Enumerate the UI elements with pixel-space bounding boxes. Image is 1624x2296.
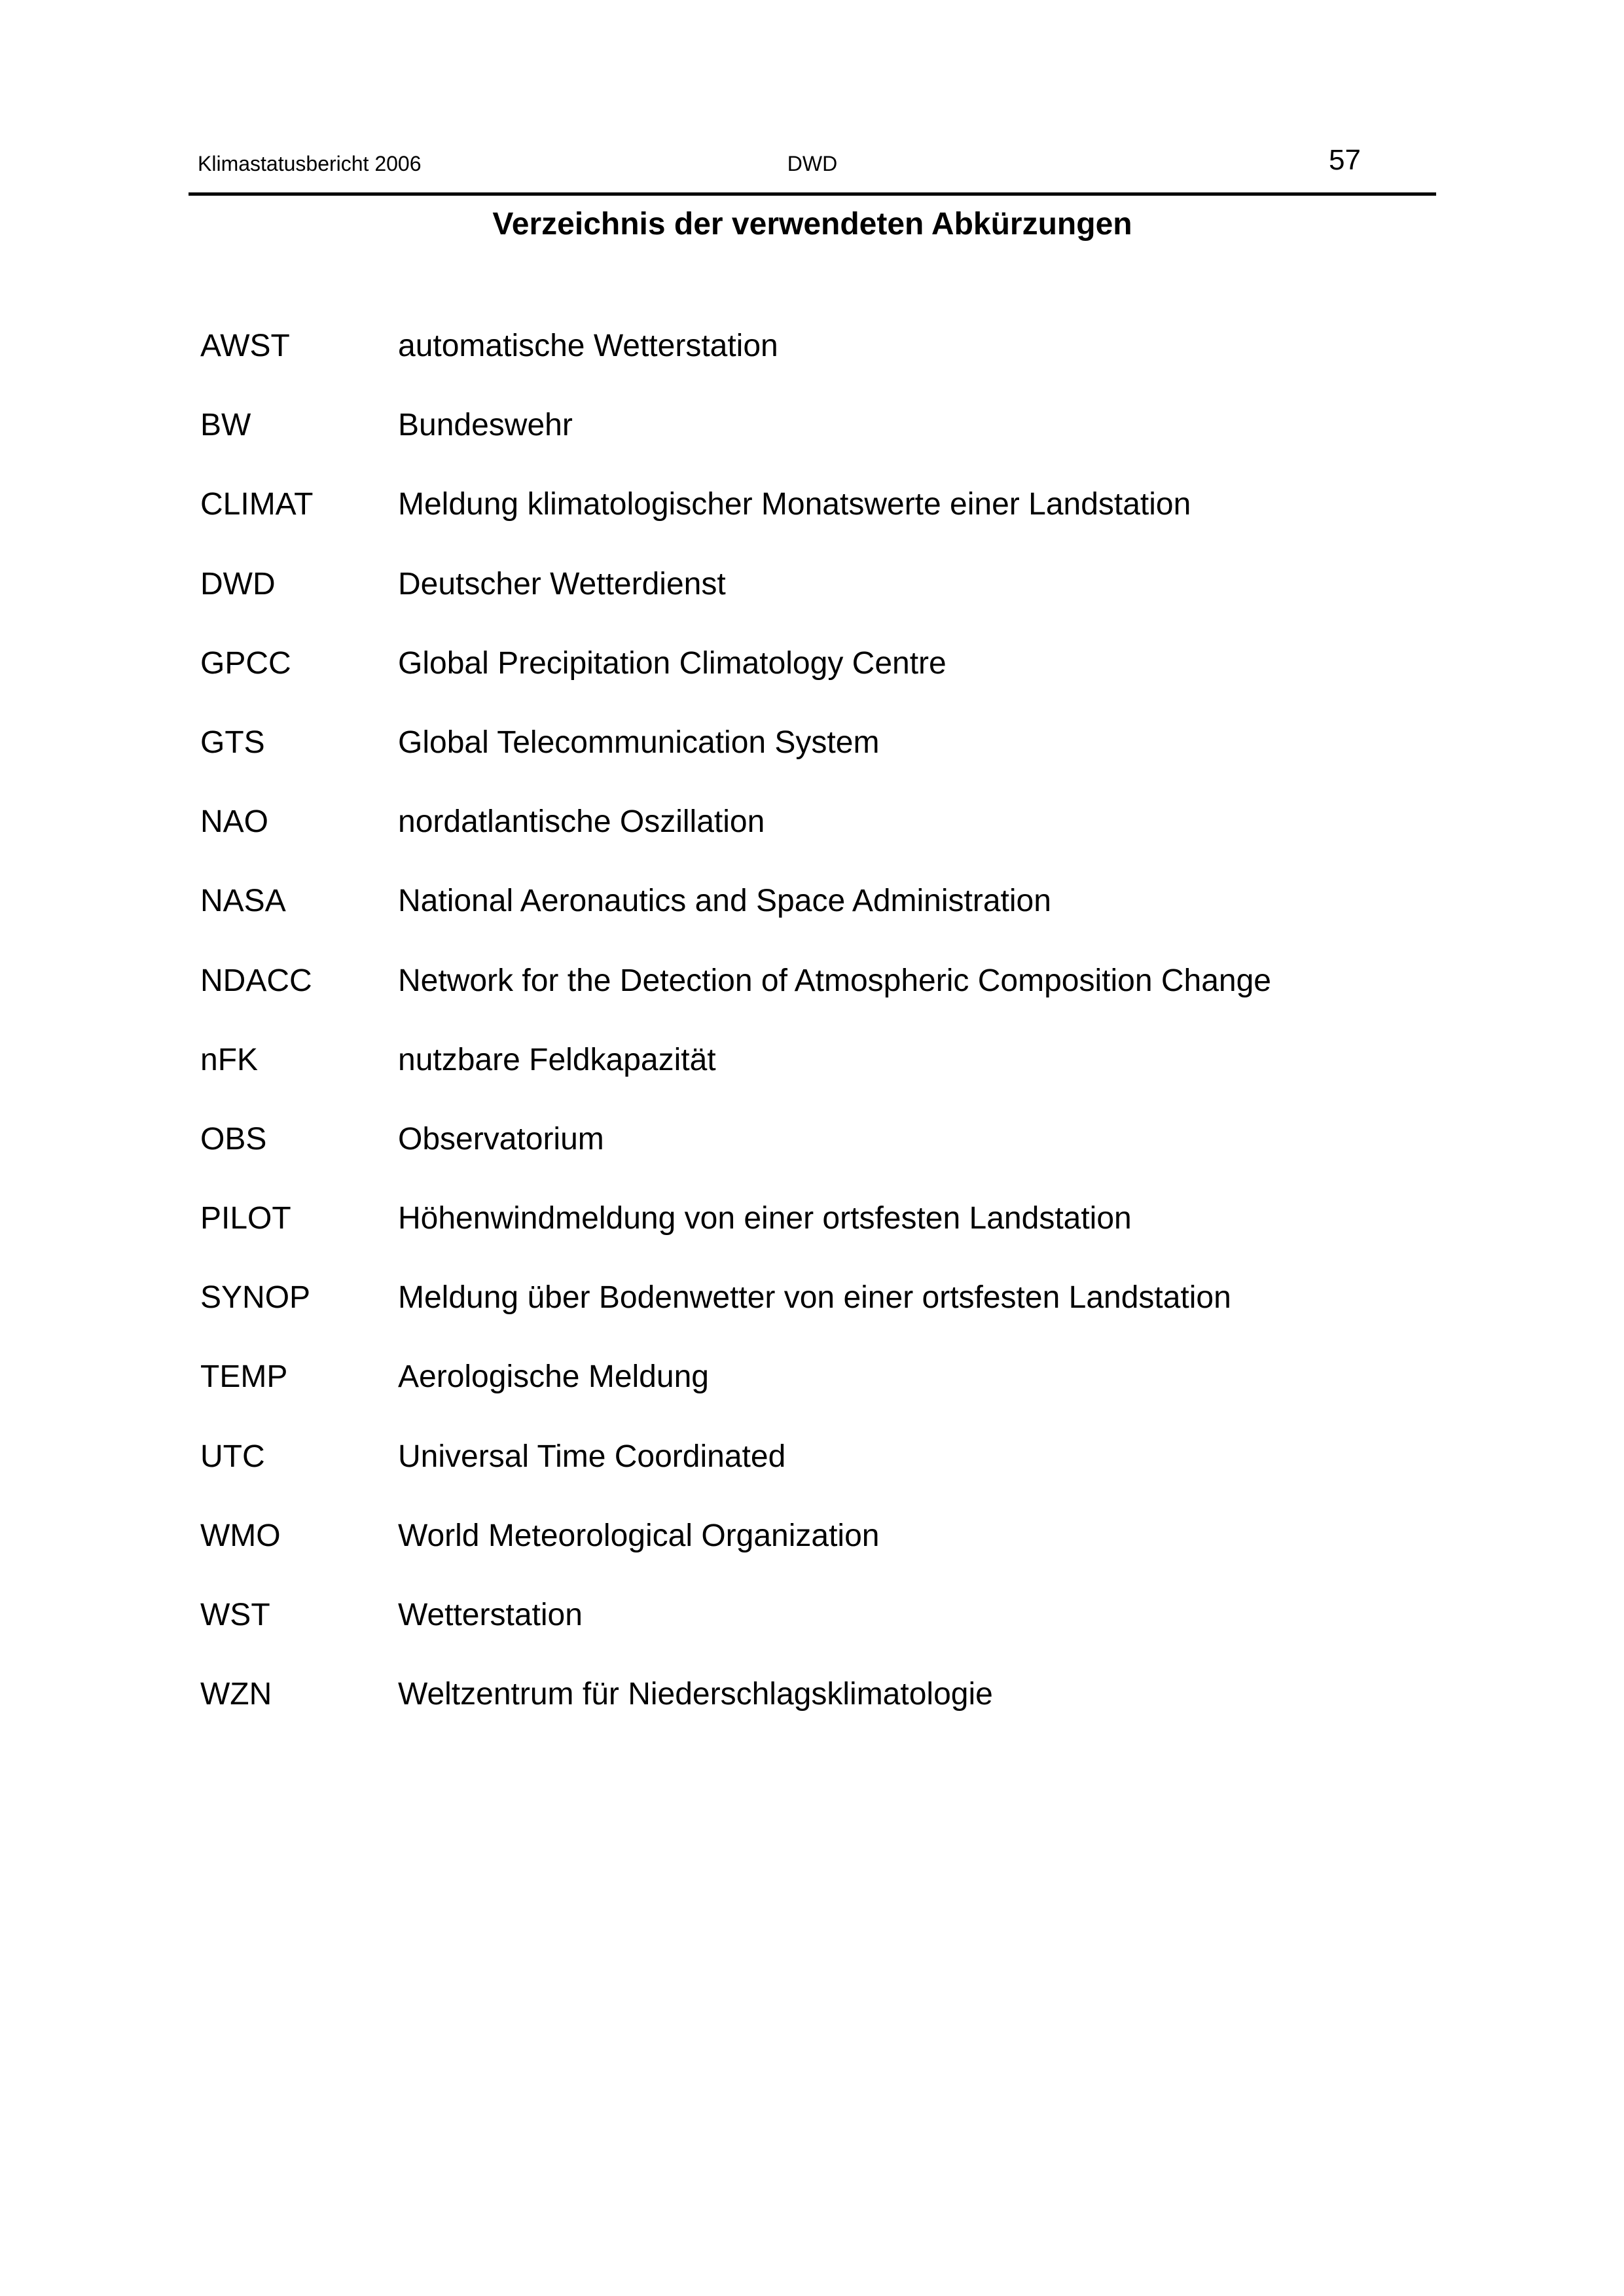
abbreviation-term: WMO [200, 1518, 281, 1553]
abbreviation-definition: Weltzentrum für Niederschlagsklimatologie [398, 1677, 993, 1712]
abbreviation-row [200, 482, 1444, 562]
abbreviation-definition: Bundeswehr [398, 408, 573, 443]
abbreviation-definition: National Aeronautics and Space Administration [398, 884, 1051, 919]
abbreviation-row [200, 1038, 1444, 1117]
abbreviation-definition: Deutscher Wetterdienst [398, 566, 726, 601]
abbreviation-row [200, 324, 1444, 403]
publisher: DWD [787, 152, 838, 175]
abbreviation-definition: Wetterstation [398, 1598, 583, 1632]
abbreviation-term: SYNOP [200, 1280, 311, 1316]
abbreviation-row [200, 721, 1444, 800]
abbreviation-term: UTC [200, 1439, 265, 1474]
abbreviation-term: PILOT [200, 1201, 291, 1236]
abbreviation-definition: automatische Wetterstation [398, 329, 778, 363]
abbreviation-definition: Observatorium [398, 1121, 604, 1157]
abbreviation-row [200, 1276, 1444, 1355]
abbreviation-row [200, 879, 1444, 958]
abbreviation-row [200, 1196, 1444, 1276]
abbreviation-row [200, 959, 1444, 1038]
abbreviation-row [200, 1435, 1444, 1514]
abbreviation-definition: Höhenwindmeldung von einer ortsfesten Landstation [398, 1201, 1132, 1236]
abbreviation-row [200, 1593, 1444, 1672]
abbreviation-term: TEMP [200, 1359, 288, 1395]
abbreviation-row [200, 1117, 1444, 1196]
abbreviation-row [200, 1355, 1444, 1434]
abbreviation-row [200, 403, 1444, 482]
header-divider [189, 192, 1436, 196]
page-header [189, 143, 1436, 188]
abbreviation-definition: Aerologische Meldung [398, 1359, 709, 1395]
abbreviation-term: DWD [200, 566, 276, 601]
page-number: 57 [1329, 144, 1361, 176]
abbreviation-definition: nordatlantische Oszillation [398, 804, 765, 840]
abbreviation-term: NAO [200, 804, 269, 840]
abbreviation-definition: nutzbare Feldkapazität [398, 1042, 716, 1077]
page-title: Verzeichnis der verwendeten Abkürzungen [492, 207, 1132, 242]
abbreviation-definition: Meldung über Bodenwetter von einer ortsfesten Landstation [398, 1280, 1231, 1316]
abbreviation-term: nFK [200, 1042, 259, 1077]
abbreviation-list [200, 324, 1444, 1751]
abbreviation-term: GPCC [200, 645, 291, 681]
abbreviation-row [200, 800, 1444, 879]
abbreviation-definition: Global Precipitation Climatology Centre [398, 645, 947, 681]
abbreviation-row [200, 562, 1444, 641]
abbreviation-term: CLIMAT [200, 487, 314, 522]
abbreviation-row [200, 1672, 1444, 1751]
abbreviation-term: NDACC [200, 963, 312, 998]
abbreviation-term: NASA [200, 884, 286, 919]
abbreviation-definition: World Meteorological Organization [398, 1518, 880, 1553]
abbreviation-term: WZN [200, 1677, 272, 1712]
abbreviation-term: WST [200, 1598, 270, 1632]
report-title: Klimastatusbericht 2006 [198, 152, 422, 175]
abbreviation-term: GTS [200, 725, 265, 760]
abbreviation-definition: Global Telecommunication System [398, 725, 880, 760]
abbreviation-definition: Network for the Detection of Atmospheric Composition Change [398, 963, 1271, 998]
abbreviation-term: OBS [200, 1121, 267, 1157]
abbreviation-definition: Universal Time Coordinated [398, 1439, 786, 1474]
abbreviation-term: AWST [200, 329, 290, 363]
abbreviation-row [200, 641, 1444, 721]
abbreviation-row [200, 1514, 1444, 1593]
abbreviation-term: BW [200, 408, 251, 443]
abbreviation-definition: Meldung klimatologischer Monatswerte einer Landstation [398, 487, 1191, 522]
